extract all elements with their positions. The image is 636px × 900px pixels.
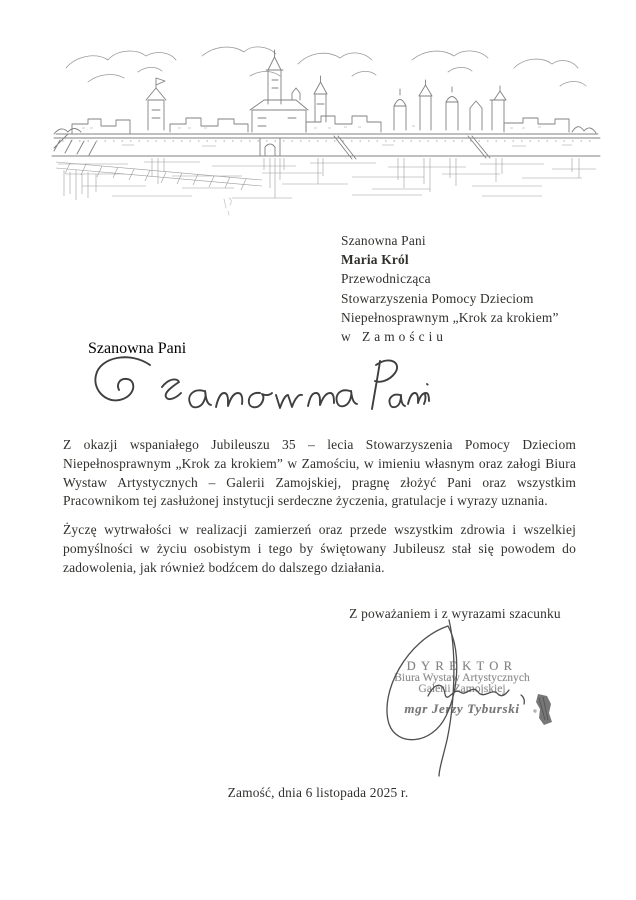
handwritten-greeting-text — [0, 0, 1, 1]
addressee-salutation: Szanowna Pani — [341, 233, 426, 248]
addressee-city: w Zamościu — [341, 329, 448, 345]
clouds-sketch — [66, 47, 586, 86]
flag-tower-sketch — [146, 78, 166, 130]
right-buildings-sketch — [504, 118, 596, 133]
second-spire-sketch — [314, 76, 327, 122]
letter-body — [63, 436, 576, 588]
left-buildings-sketch — [54, 119, 130, 134]
handwritten-zanowna — [162, 379, 357, 408]
stamp-line2: Galerii Zamojskiej — [418, 681, 506, 695]
artist-mark — [220, 196, 236, 218]
signature-wave — [428, 685, 509, 697]
mid-buildings-sketch — [170, 118, 248, 132]
water-reflections-sketch — [64, 158, 579, 200]
addressee-role: Przewodnicząca — [341, 271, 431, 287]
zamosc-panorama-sketch-image — [52, 42, 600, 202]
water-waves-sketch — [58, 162, 596, 198]
wall-hatching — [82, 126, 572, 146]
stamp-line1: Biura Wystaw Artystycznych — [394, 671, 530, 684]
city-gate-sketch — [260, 138, 280, 156]
addressee-organization-line1: Stowarzyszenia Pomocy Dzieciom — [341, 290, 534, 306]
signature-tick — [521, 695, 524, 704]
right-towers-sketch — [394, 80, 506, 130]
body-paragraph-2: Życzę wytrwałości w realizacji zamierzeń oraz przede wszystkim zdrowia i wszelkiej pomyślności w życiu osobistym i tego by świętowany Jubileusz stał się powodem do zadowolenia, jak również bodźcem do dalszego działania. — [63, 522, 576, 575]
date-line: Zamość, dnia 6 listopada 2025 r. — [227, 785, 409, 800]
stamp-signatory: mgr Jerzy Tyburski — [404, 701, 520, 717]
stamp-smudge — [533, 694, 552, 725]
signature-tail — [439, 620, 454, 776]
handwritten-s — [95, 357, 150, 400]
handwritten-greeting — [88, 340, 428, 435]
body-paragraph-1: Z okazji wspaniałego Jubileuszu 35 – lecia Stowarzyszenia Pomocy Dzieciom Niepełnosprawnym „Krok za krokiem” w Zamościu, w imieniu własnym oraz załogi Biura Wystaw Artystycznych – Galerii Zamojskiej, pragnę złożyć Pani oraz wszystkim Pracownikom tej zasłużonej instytucji serdeczne życzenia, gratulacje i wyrazy uznania. — [63, 437, 576, 509]
fortress-wall-sketch — [52, 134, 600, 159]
signature-scribble — [335, 612, 625, 777]
mid-buildings2-sketch — [306, 116, 381, 132]
signature-loop — [387, 626, 457, 740]
svg-text:Szanowna Pani: Szanowna Pani — [88, 340, 187, 357]
handwritten-pani — [372, 360, 429, 409]
addressee-organization-line2: Niepełnosprawnym „Krok za krokiem” — [341, 309, 559, 325]
handwritten-i-dot — [427, 384, 428, 385]
stamp-title: DYREKTOR — [406, 659, 518, 673]
valediction: Z poważaniem i z wyrazami szacunku — [349, 606, 561, 621]
addressee-block — [341, 231, 591, 346]
addressee-name: Maria Król — [341, 252, 409, 268]
